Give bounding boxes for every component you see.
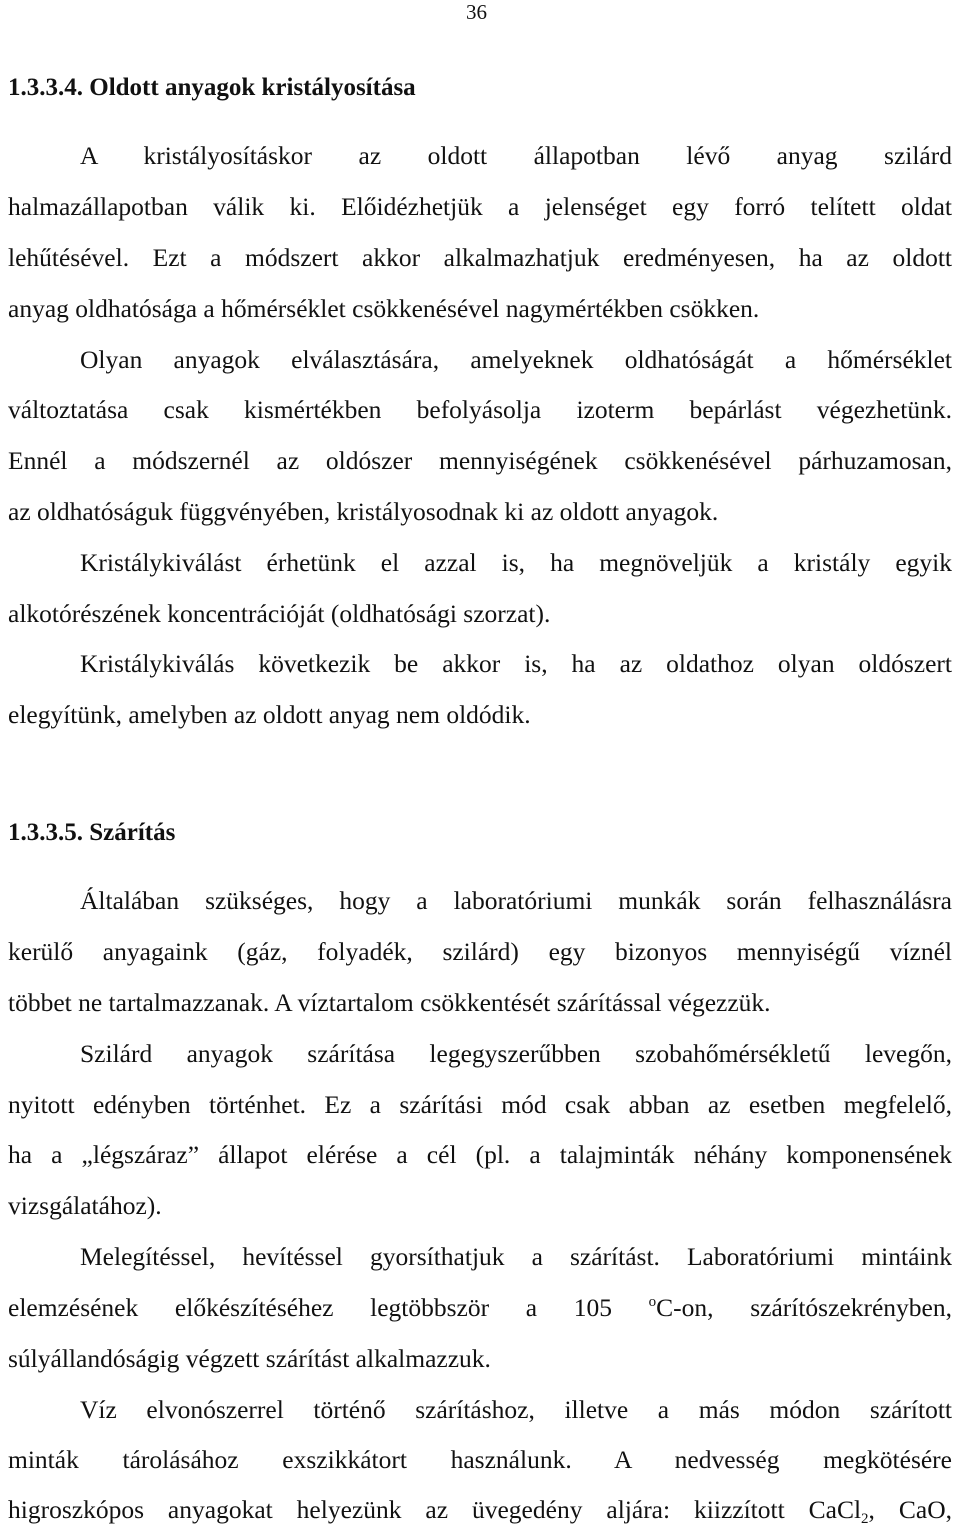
paragraph-line: Melegítéssel, hevítéssel gyorsíthatjuk a szárítást. Laboratóriumi mintáink (80, 1242, 952, 1271)
section-heading-crystallization: 1.3.3.4. Oldott anyagok kristályosítása (8, 74, 416, 101)
paragraph-line: kerülő anyagaink (gáz, folyadék, szilárd) egy bizonyos mennyiségű víznél (8, 937, 952, 966)
degree-superscript: o (648, 1294, 657, 1310)
paragraph-line: Ennél a módszernél az oldószer mennyiségének csökkenésével párhuzamosan, (8, 446, 952, 475)
page-number: 36 (466, 0, 487, 24)
paragraph-line: többet ne tartalmazzanak. A víztartalom csökkentését szárítással végezzük. (8, 988, 771, 1017)
paragraph-line-formula (8, 1494, 952, 1526)
paragraph-line: Olyan anyagok elválasztására, amelyeknek oldhatóságát a hőmérséklet (80, 345, 952, 374)
paragraph-line: változtatása csak kismértékben befolyásolja izoterm bepárlást végezhetünk. (8, 395, 952, 424)
paragraph-line: anyag oldhatósága a hőmérséklet csökkenésével nagymértékben csökken. (8, 294, 760, 323)
paragraph-line: súlyállandóságig végzett szárítást alkalmazzuk. (8, 1344, 491, 1373)
paragraph-line: elegyítünk, amelyben az oldott anyag nem oldódik. (8, 700, 531, 729)
paragraph-line: Kristálykiválás következik be akkor is, ha az oldathoz olyan oldószert (80, 649, 952, 678)
paragraph-line-temperature (8, 1292, 952, 1324)
section-heading-drying: 1.3.3.5. Szárítás (8, 819, 176, 846)
line-text: higroszkópos anyagokat helyezünk az üvegedény aljára: kiizzított CaCl (8, 1495, 862, 1524)
paragraph-line: ha a „légszáraz” állapot elérése a cél (pl. a talajminták néhány komponensének (8, 1140, 952, 1169)
paragraph-line: A kristályosításkor az oldott állapotban lévő anyag szilárd (80, 141, 952, 170)
subscript-two: 2 (861, 1511, 869, 1527)
paragraph-line: az oldhatóságuk függvényében, kristályosodnak ki az oldott anyagok. (8, 497, 719, 526)
line-text: , CaO, (868, 1495, 952, 1524)
paragraph-line: lehűtésével. Ezt a módszert akkor alkalmazhatjuk eredményesen, ha az oldott (8, 243, 952, 272)
paragraph-line: minták tárolásához exszikkátort használunk. A nedvesség megkötésére (8, 1445, 952, 1474)
paragraph-line: Szilárd anyagok szárítása legegyszerűbben szobahőmérsékletű levegőn, (80, 1039, 952, 1068)
paragraph-line: Általában szükséges, hogy a laboratóriumi munkák során felhasználásra (80, 886, 952, 915)
paragraph-line: nyitott edényben történhet. Ez a szárítási mód csak abban az esetben megfelelő, (8, 1090, 952, 1119)
line-text: elemzésének előkészítéséhez legtöbbször a 105 (8, 1293, 649, 1322)
paragraph-line: alkotórészének koncentrációját (oldhatósági szorzat). (8, 599, 551, 628)
paragraph-line: Kristálykiválást érhetünk el azzal is, ha megnöveljük a kristály egyik (80, 548, 952, 577)
line-text: C-on, szárítószekrényben, (656, 1293, 952, 1322)
paragraph-line: halmazállapotban válik ki. Előidézhetjük a jelenséget egy forró telített oldat (8, 192, 952, 221)
paragraph-line: vizsgálatához). (8, 1191, 162, 1220)
paragraph-line: Víz elvonószerrel történő szárításhoz, illetve a más módon szárított (80, 1395, 952, 1424)
